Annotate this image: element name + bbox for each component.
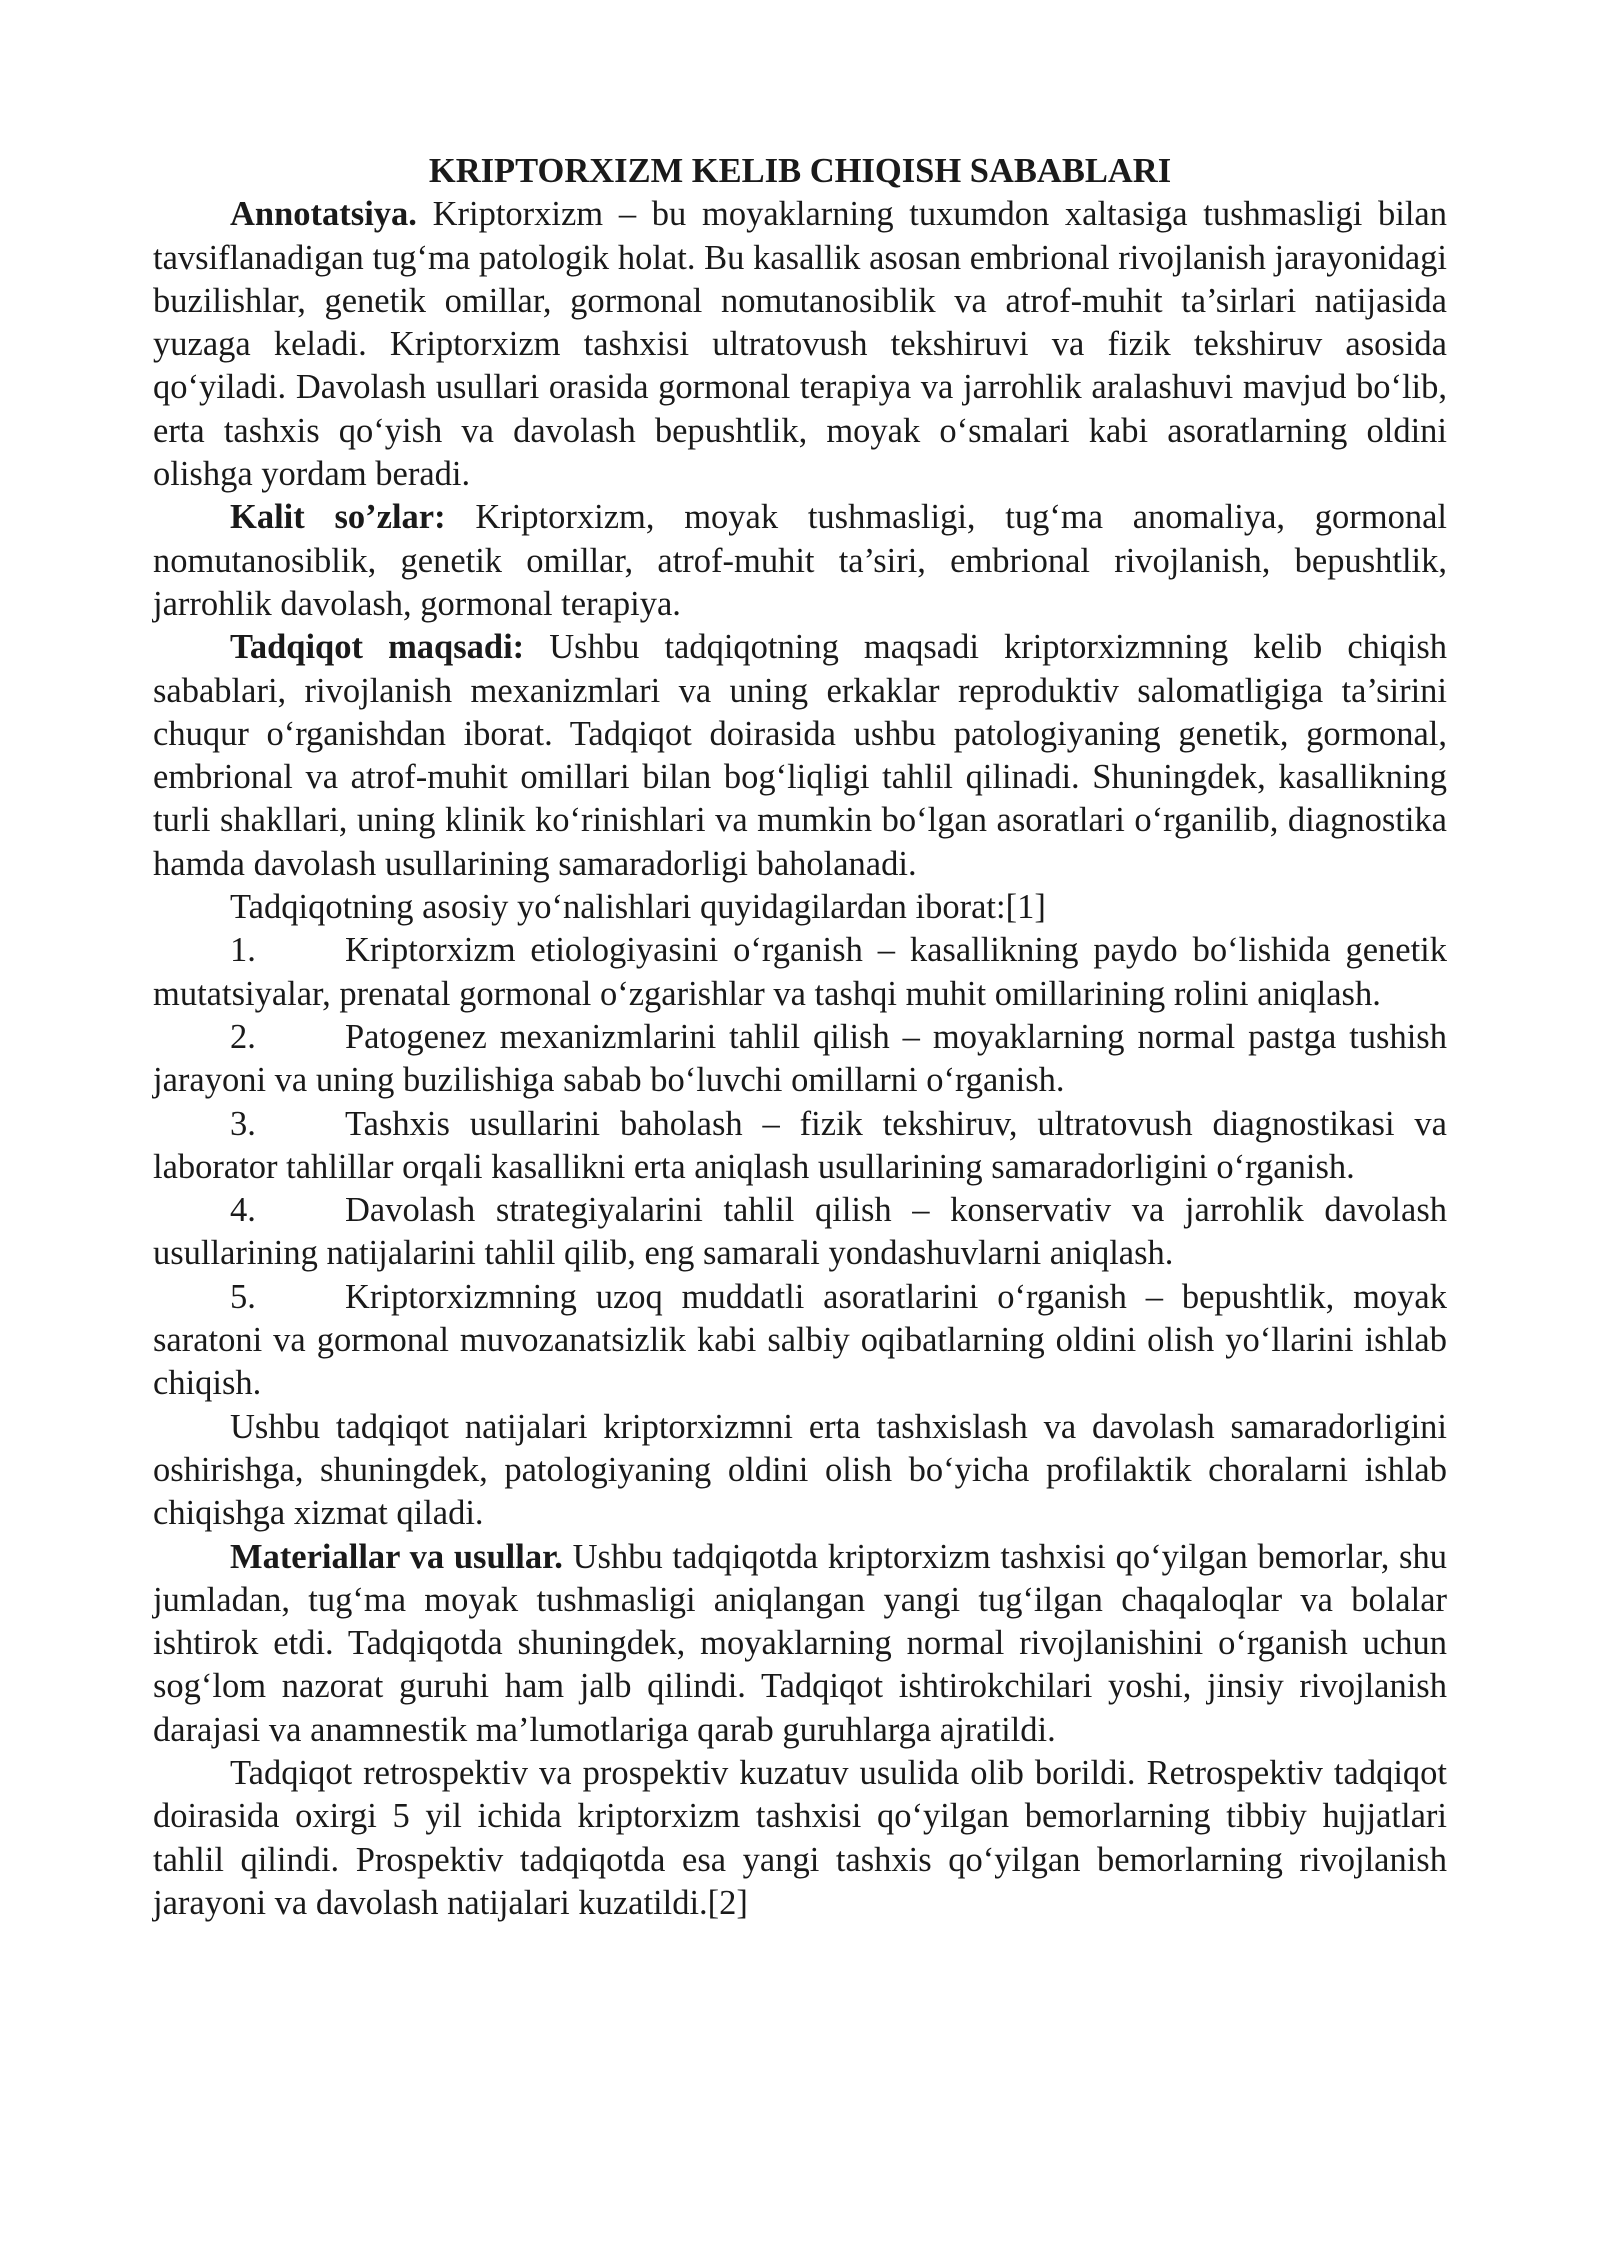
methods-text: Ushbu tadqiqotda kriptorxizm tashxisi qo‘yilgan bemorlar, shu jumladan, tug‘ma moyak tushmasligi aniqlangan yangi tug‘ilgan chaqaloqlar va bolalar ishtirok etdi. Tadqiqotda shuningdek, moyaklarning normal rivojlanishini o‘rganish uchun sog‘lom nazorat guruhi ham jalb qilindi. Tadqiqot ishtirokchilari yoshi, jinsiy rivojlanish darajasi va anamnestik ma’lumotlariga qarab guruhlarga ajratildi. — [153, 1537, 1447, 1749]
keywords-paragraph — [153, 496, 1447, 626]
keywords-heading: Kalit so’zlar: — [230, 498, 446, 537]
list-item-number: 1. — [230, 931, 256, 970]
list-item — [153, 929, 1447, 1016]
list-item — [153, 1103, 1447, 1190]
document-title: KRIPTORXIZM KELIB CHIQISH SABABLARI — [428, 152, 1172, 190]
list-item-text: Davolash strategiyalarini tahlil qilish – konservativ va jarrohlik davolash usullarining natijalarini tahlil qilib, eng samarali yondashuvlarni aniqlash. — [153, 1191, 1447, 1273]
list-item-number: 3. — [230, 1104, 256, 1143]
aim-text: Ushbu tadqiqotning maqsadi kriptorxizmning kelib chiqish sabablari, rivojlanish mexanizmlari va uning erkaklar reproduktiv salomatligiga ta’sirini chuqur o‘rganishdan iborat. Tadqiqot doirasida ushbu patologiyaning genetik, gormonal, embrional va atrof-muhit omillari bilan bog‘liqligi tahlil qilinadi. Shuningdek, kasallikning turli shakllari, uning klinik ko‘rinishlari va mumkin bo‘lgan asoratlari o‘rganilib, diagnostika hamda davolash usullarining samaradorligi baholanadi. — [153, 628, 1448, 883]
list-item — [153, 1276, 1447, 1406]
list-item-text: Tashxis usullarini baholash – fizik tekshiruv, ultratovush diagnostikasi va laborator tahlillar orqali kasallikni erta aniqlash usullarining samaradorligini o‘rganish. — [153, 1104, 1447, 1186]
list-item-number: 5. — [230, 1277, 256, 1316]
document-page — [153, 150, 1447, 1925]
list-item-text: Kriptorxizm etiologiyasini o‘rganish – kasallikning paydo bo‘lishida genetik mutatsiyalar, prenatal gormonal o‘zgarishlar va tashqi muhit omillarining rolini aniqlash. — [153, 931, 1447, 1013]
annotation-text: Kriptorxizm – bu moyaklarning tuxumdon xaltasiga tushmasligi bilan tavsiflanadigan tug‘ma patologik holat. Bu kasallik asosan embrional rivojlanish jarayonidagi buzilishlar, genetik omillar, gormonal nomutanosiblik va atrof-muhit ta’sirlari natijasida yuzaga keladi. Kriptorxizm tashxisi ultratovush tekshiruvi va fizik tekshiruv asosida qo‘yiladi. Davolash usullari orasida gormonal terapiya va jarrohlik aralashuvi mavjud bo‘lib, erta tashxis qo‘yish va davolash bepushtlik, moyak o‘smalari kabi asoratlarning oldini olishga yordam beradi. — [153, 195, 1447, 494]
aim-paragraph — [153, 626, 1447, 886]
list-item-text: Patogenez mexanizmlarini tahlil qilish – moyaklarning normal pastga tushish jarayoni va uning buzilishiga sabab bo‘luvchi omillarni o‘rganish. — [153, 1017, 1447, 1100]
list-item-text: Kriptorxizmning uzoq muddatli asoratlarini o‘rganish – bepushtlik, moyak saratoni va gormonal muvozanatsizlik kabi salbiy oqibatlarning oldini olish yo‘llarini ishlab chiqish. — [153, 1277, 1447, 1403]
annotation-paragraph — [153, 193, 1447, 496]
methods-heading: Materiallar va usullar. — [230, 1537, 563, 1576]
methods-paragraph — [153, 1536, 1447, 1752]
keywords-text: Kriptorxizm, moyak tushmasligi, tug‘ma anomaliya, gormonal nomutanosiblik, genetik omillar, atrof-muhit ta’siri, embrional rivojlanish, bepushtlik, jarrohlik davolash, gormonal terapiya. — [153, 498, 1447, 623]
design-paragraph: Tadqiqot retrospektiv va prospektiv kuzatuv usulida olib borildi. Retrospektiv tadqiqot doirasida oxirgi 5 yil ichida kriptorxizm tashxisi qo‘yilgan bemorlarning tibbiy hujjatlari tahlil qilindi. Prospektiv tadqiqotda esa yangi tashxis qo‘yilgan bemorlarning rivojlanish jarayoni va davolash natijalari kuzatildi.[2] — [153, 1753, 1447, 1922]
list-item-number: 2. — [230, 1017, 256, 1056]
annotation-heading: Annotatsiya. — [230, 195, 417, 234]
list-item-number: 4. — [230, 1191, 256, 1230]
list-item — [153, 1016, 1447, 1103]
results-paragraph: Ushbu tadqiqot natijalari kriptorxizmni erta tashxislash va davolash samaradorligini oshirishga, shuningdek, patologiyaning oldini olish bo‘yicha profilaktik choralarni ishlab chiqishga xizmat qiladi. — [153, 1407, 1447, 1533]
aim-heading: Tadqiqot maqsadi: — [230, 628, 525, 667]
directions-intro: Tadqiqotning asosiy yo‘nalishlari quyidagilardan iborat:[1] — [230, 888, 1046, 927]
list-item — [153, 1189, 1447, 1276]
